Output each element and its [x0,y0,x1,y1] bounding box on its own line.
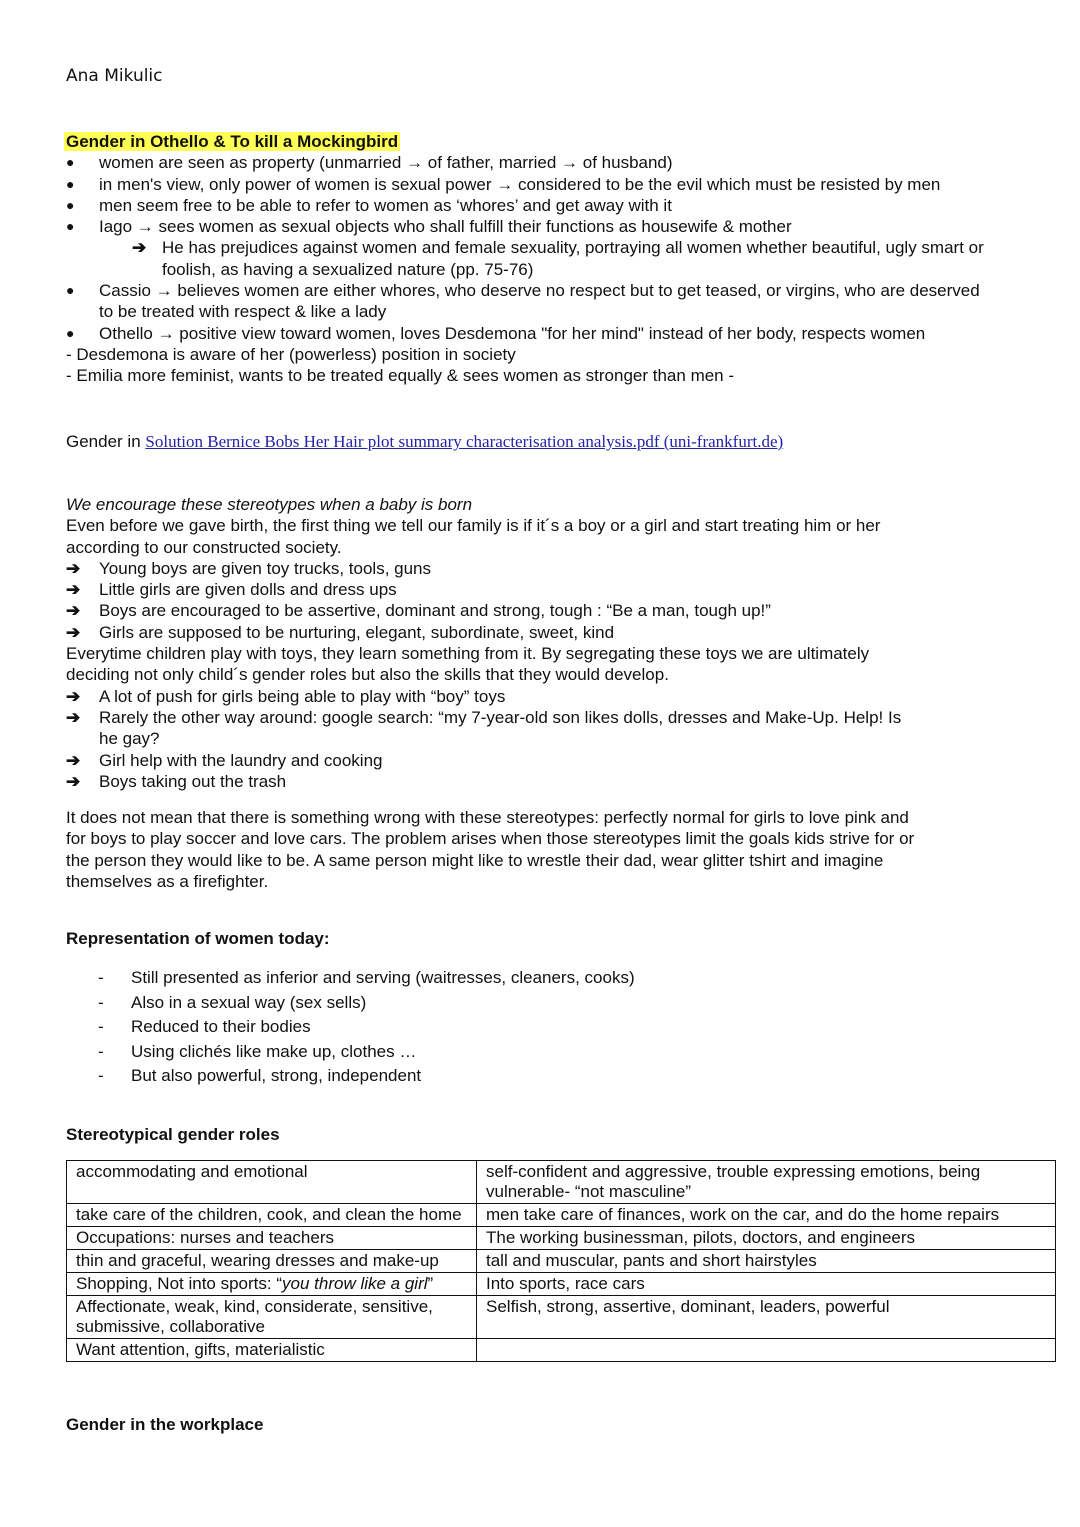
author-name: Ana Mikulic [66,66,163,86]
table-row [67,1204,1056,1227]
arrow-item: ➔ Boys are encouraged to be assertive, dominant and strong, tough : “Be a man, tough up!” [66,601,771,621]
arrow-icon: ➔ [66,580,81,600]
bullet-item: ● Iago → sees women as sexual objects who shall fulfill their functions as housewife & mother [66,217,792,237]
table-cell: Occupations: nurses and teachers [67,1227,477,1250]
table-cell: The working businessman, pilots, doctors, and engineers [477,1227,1056,1250]
table-cell: Into sports, race cars [477,1273,1056,1296]
table-cell [477,1339,1056,1362]
stereotypes-intro: Even before we gave birth, the first thing we tell our family is if it´s a boy or a girl and start treating him or her according to our constructed society. [66,516,881,557]
list-item: - Also in a sexual way (sex sells) [98,992,367,1012]
list-item: - Reduced to their bodies [98,1017,311,1036]
arrow-item: ➔ A lot of push for girls being able to play with “boy” toys [66,686,506,706]
dash-line: - Desdemona is aware of her (powerless) position in society [66,344,516,364]
bullet-icon: ● [66,196,75,213]
list-item: - But also powerful, strong, independent [98,1066,422,1085]
bullet-item: ● women are seen as property (unmarried → of father, married → of husband) [66,153,673,173]
table-cell: Shopping, Not into sports: “you throw like a girl” [67,1273,477,1296]
table-cell: tall and muscular, pants and short hairstyles [477,1250,1056,1273]
arrow-icon: ➔ [66,686,81,706]
workplace-heading: Gender in the workplace [66,1415,264,1434]
table-cell: take care of the children, cook, and clean the home [67,1204,477,1227]
roles-table [66,1160,1056,1362]
arrow-item: ➔ Boys taking out the trash [66,771,287,791]
throw-like-girl-quote: you throw like a girl [282,1274,428,1293]
table-cell: accommodating and emotional [67,1161,477,1204]
bullet-item: ● Cassio → believes women are either whores, who deserve no respect but to get teased, or virgins, who are deserved to be treated with respect & like a lady [66,281,980,322]
bernice-line: Gender in Solution Bernice Bobs Her Hair plot summary characterisation analysis.pdf (uni-frankfurt.de) [66,432,784,451]
stereotypes-intro-heading: We encourage these stereotypes when a baby is born [66,495,473,514]
table-row [67,1227,1056,1250]
list-item: - Using clichés like make up, clothes … [98,1041,417,1061]
arrow-icon: ➔ [66,750,81,770]
representation-list [66,966,866,1089]
arrow-item: ➔ Little girls are given dolls and dress ups [66,580,397,600]
arrow-icon: ➔ [132,238,147,258]
arrow-item: ➔ Rarely the other way around: google search: “my 7-year-old son likes dolls, dresses and Make-Up. Help! Is he gay? [66,707,902,749]
othello-title: Gender in Othello & To kill a Mockingbird [66,132,399,151]
table-cell: Selfish, strong, assertive, dominant, leaders, powerful [477,1296,1056,1339]
table-row [67,1250,1056,1273]
bullet-icon: ● [66,175,75,192]
stereotypes-section [66,494,916,792]
table-cell: Affectionate, weak, kind, considerate, sensitive, submissive, collaborative [67,1296,477,1339]
representation-heading: Representation of women today: [66,929,330,948]
bullet-icon: ● [66,282,75,299]
bullet-item: ● Othello → positive view toward women, loves Desdemona "for her mind" instead of her body, respects women [66,323,926,343]
arrow-icon: ➔ [66,771,81,791]
table-cell: Want attention, gifts, materialistic [67,1339,477,1362]
table-cell: self-confident and aggressive, trouble expressing emotions, being vulnerable- “not masculine” [477,1161,1056,1204]
stereotypes-middle: Everytime children play with toys, they learn something from it. By segregating these toys we are ultimately deciding not only child´s gender roles but also the skills that they would develop. [66,644,870,685]
othello-section [66,131,996,387]
arrow-icon: ➔ [66,707,81,727]
arrow-icon: ➔ [66,601,81,621]
bullet-icon: ● [66,324,75,341]
arrow-item: ➔ Girls are supposed to be nurturing, elegant, subordinate, sweet, kind [66,622,615,642]
bernice-pdf-link[interactable]: Solution Bernice Bobs Her Hair plot summary characterisation analysis.pdf (uni-frankfurt.de) [145,432,784,451]
table-row [67,1161,1056,1204]
bullet-item: ● in men's view, only power of women is sexual power → considered to be the evil which must be resisted by men [66,174,941,194]
table-row [67,1296,1056,1339]
roles-heading: Stereotypical gender roles [66,1125,280,1144]
iago-subpoint: ➔ He has prejudices against women and female sexuality, portraying all women whether beautiful, ugly smart or foolish, as having a sexualized nature (pp. 75-76) [132,238,984,279]
table-row [67,1273,1056,1296]
dash-line: - Emilia more feminist, wants to be treated equally & sees women as stronger than men - [66,366,735,386]
stereotypes-closing: It does not mean that there is something wrong with these stereotypes: perfectly normal for girls to love pink and for boys to play soccer and love cars. The problem arises when those stereotypes limit the goals kids strive for or the person they would like to be. A same person might like to wrestle their dad, wear glitter tshirt and imagine themselves as a firefighter. [66,808,915,891]
arrow-item: ➔ Young boys are given toy trucks, tools, guns [66,558,432,578]
table-cell: men take care of finances, work on the car, and do the home repairs [477,1204,1056,1227]
bullet-item: ● men seem free to be able to refer to women as ‘whores’ and get away with it [66,195,672,215]
list-item: - Still presented as inferior and serving (waitresses, cleaners, cooks) [98,968,635,987]
arrow-icon: ➔ [66,622,81,642]
bullet-icon: ● [66,218,75,235]
table-row [67,1339,1056,1362]
bullet-icon: ● [66,154,75,171]
arrow-icon: ➔ [66,558,81,578]
arrow-item: ➔ Girl help with the laundry and cooking [66,750,383,770]
table-cell: thin and graceful, wearing dresses and make-up [67,1250,477,1273]
